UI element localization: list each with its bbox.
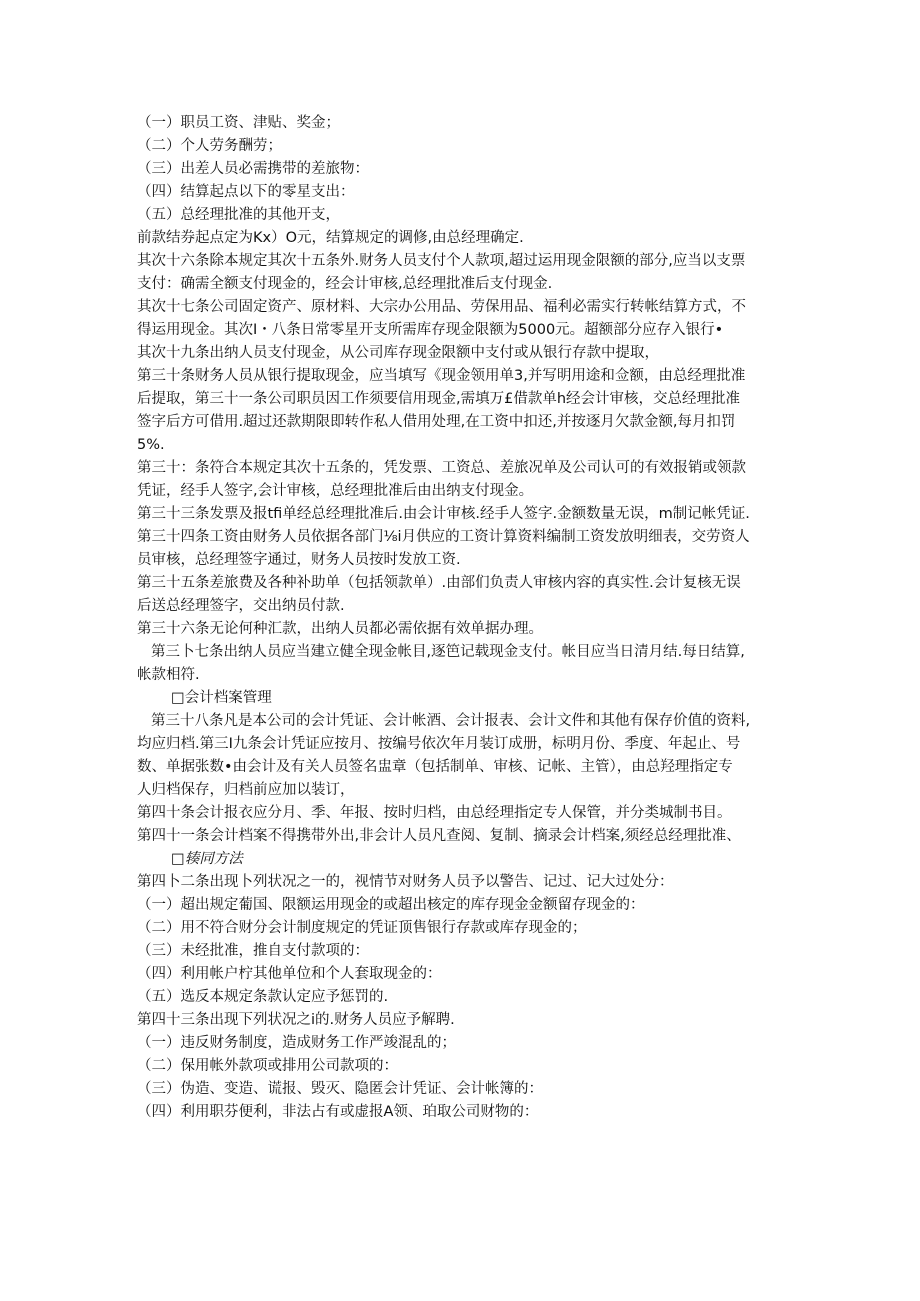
text-line: （二）保用帐外款项或排用公司款项的：	[137, 1058, 398, 1074]
text-line: （五）选反本规定条款认定应予惩罚的.	[137, 989, 389, 1005]
text-line: 人归档保存，归档前应加以装订，	[137, 782, 355, 798]
text-line: 5%.	[137, 437, 165, 453]
text-line: 第四十一条会计档案不得携带外出,非会计人员凡查阅、复制、摘录会计档案,须经总经理批准、	[137, 828, 741, 844]
text-line: （五）总经理批准的其他开支，	[137, 207, 340, 223]
text-line: 其次十七条公司固定资产、原材料、大宗办公用品、劳保用品、福利必需实行转帐结算方式，不	[137, 299, 746, 315]
document-body	[137, 112, 787, 1124]
text-line: 数、单据张数•由会计及有关人员签名盅章（包括制单、审核、记帐、主管），由总羟理指定专	[137, 759, 733, 775]
text-line: （四）结算起点以下的零星支出：	[137, 184, 355, 200]
text-line: 支付：确需全额支付现金的，经会计审核,总经理批准后支付现金.	[137, 276, 553, 292]
text-line: （一）职员工资、津贴、奖金；	[137, 115, 340, 131]
text-line: 第三十条财务人员从银行提取现金，应当填写《现金领用单3,并写明用途和佥额，由总经理批准	[137, 368, 746, 384]
text-line: 第四十条会计报衣应分月、季、年报、按时归档，由总经理指定专人保管，并分类城制书目。	[137, 805, 732, 821]
text-line: 均应归档.第三I九条会计凭证应按月、按编号依次年月装订成册，标明月份、季度、年起止、号	[137, 736, 741, 752]
text-line: 第三卜七条出纳人员应当建立健全现金帐目,逐笆记载现金支付。帐目应当日清月结.每日结算,	[151, 644, 745, 660]
text-line: 凭证，经手人签字,会计审核，总经理批准后由出纳支付现金。	[137, 483, 534, 499]
text-line: （一）违反财务制度，造成财务工作严竣混乱的；	[137, 1035, 456, 1051]
text-line: 后送总经理签字，交出纳员付款.	[137, 598, 345, 614]
text-line: 其次十六条除本规定其次十五条外.财务人员支付个人款项,超过运用现金限额的部分,应当以支票	[137, 253, 746, 269]
text-line: 得运用现金。其次I・八条日常零星开支所需库存现金限额为5000元。超额部分应存入银行•	[137, 322, 724, 338]
text-line: （四）利用职芬便利，非法占有或虚报A领、珀取公司财物的：	[137, 1104, 539, 1120]
text-line: 其次十九条出纳人员支付现金，从公司库存现金限额中支付或从银行存款中提取，	[137, 345, 659, 361]
text-line: （三）伪造、变造、谎报、毁灭、隐匿会计凭证、会计帐簿的：	[137, 1081, 543, 1097]
text-line: （二）用不符合财分会计制度规定的凭证顶售银行存款或库存现金的；	[137, 920, 587, 936]
text-line: （三）未经批准，推自支付款项的：	[137, 943, 369, 959]
section-heading: □辏同方法	[171, 851, 243, 867]
text-line: 帐款相符.	[137, 667, 200, 683]
text-line: （三）出差人员必需携带的差旅物：	[137, 161, 369, 177]
text-line: 第四十三条出现下列状况之i的.财务人员应予解聘.	[137, 1012, 455, 1028]
text-line: 后提取，第三十一条公司职员因工作须要信用现金,需填万£借款单h经会计审核，交总经理批准	[137, 391, 741, 407]
text-line: （四）利用帐户柠其他单位和个人套取现金的：	[137, 966, 442, 982]
section-heading: □会计档案管理	[171, 690, 272, 706]
text-line: （一）超出规定葡国、限额运用现金的或超出核定的库存现金金额留存现金的：	[137, 897, 645, 913]
text-line: 第三十四条工资由财务人员依据各部门⅛i月供应的工资计算资料编制工资发放明细表，交劳资人	[137, 529, 750, 545]
text-line: 第四卜二条出现卜列状况之一的，视情节对财务人员予以警告、记过、记大过处分：	[137, 874, 674, 890]
text-line: 第三十八条凡是本公司的会计凭证、会计帐酒、会计报表、会计文件和其他有保存价值的资料,	[151, 713, 751, 729]
text-line: 第三十六条无论何种汇款，出纳人员都必需依据有效单据办理。	[137, 621, 543, 637]
text-line: 第三十：条符合本规定其次十五条的，凭发票、工资总、差旅况单及公司认可的有效报销或领款	[137, 460, 746, 476]
text-line: 前款结券起点定为Kx）O元，结算规定的调修,由总经理确定.	[137, 230, 524, 246]
text-line: 签字后方可借用.超过还款期限即转作私人借用处理,在工资中扣还,并按逐月欠款金额,每月扣罚	[137, 414, 736, 430]
text-line: 员审核，总经理签字通过，财务人员按时发放工资.	[137, 552, 461, 568]
text-line: 第三十五条差旅费及各种补助单（包括领款单）.由部们负责人审核内容的真实性.会计复核无误	[137, 575, 741, 591]
text-line: （二）个人劳务酬劳；	[137, 138, 282, 154]
text-line: 第三十三条发票及报tfi单经总经理批准后.由会计审核.经手人签字.金额数量无误，m制记帐凭证.	[137, 506, 750, 522]
